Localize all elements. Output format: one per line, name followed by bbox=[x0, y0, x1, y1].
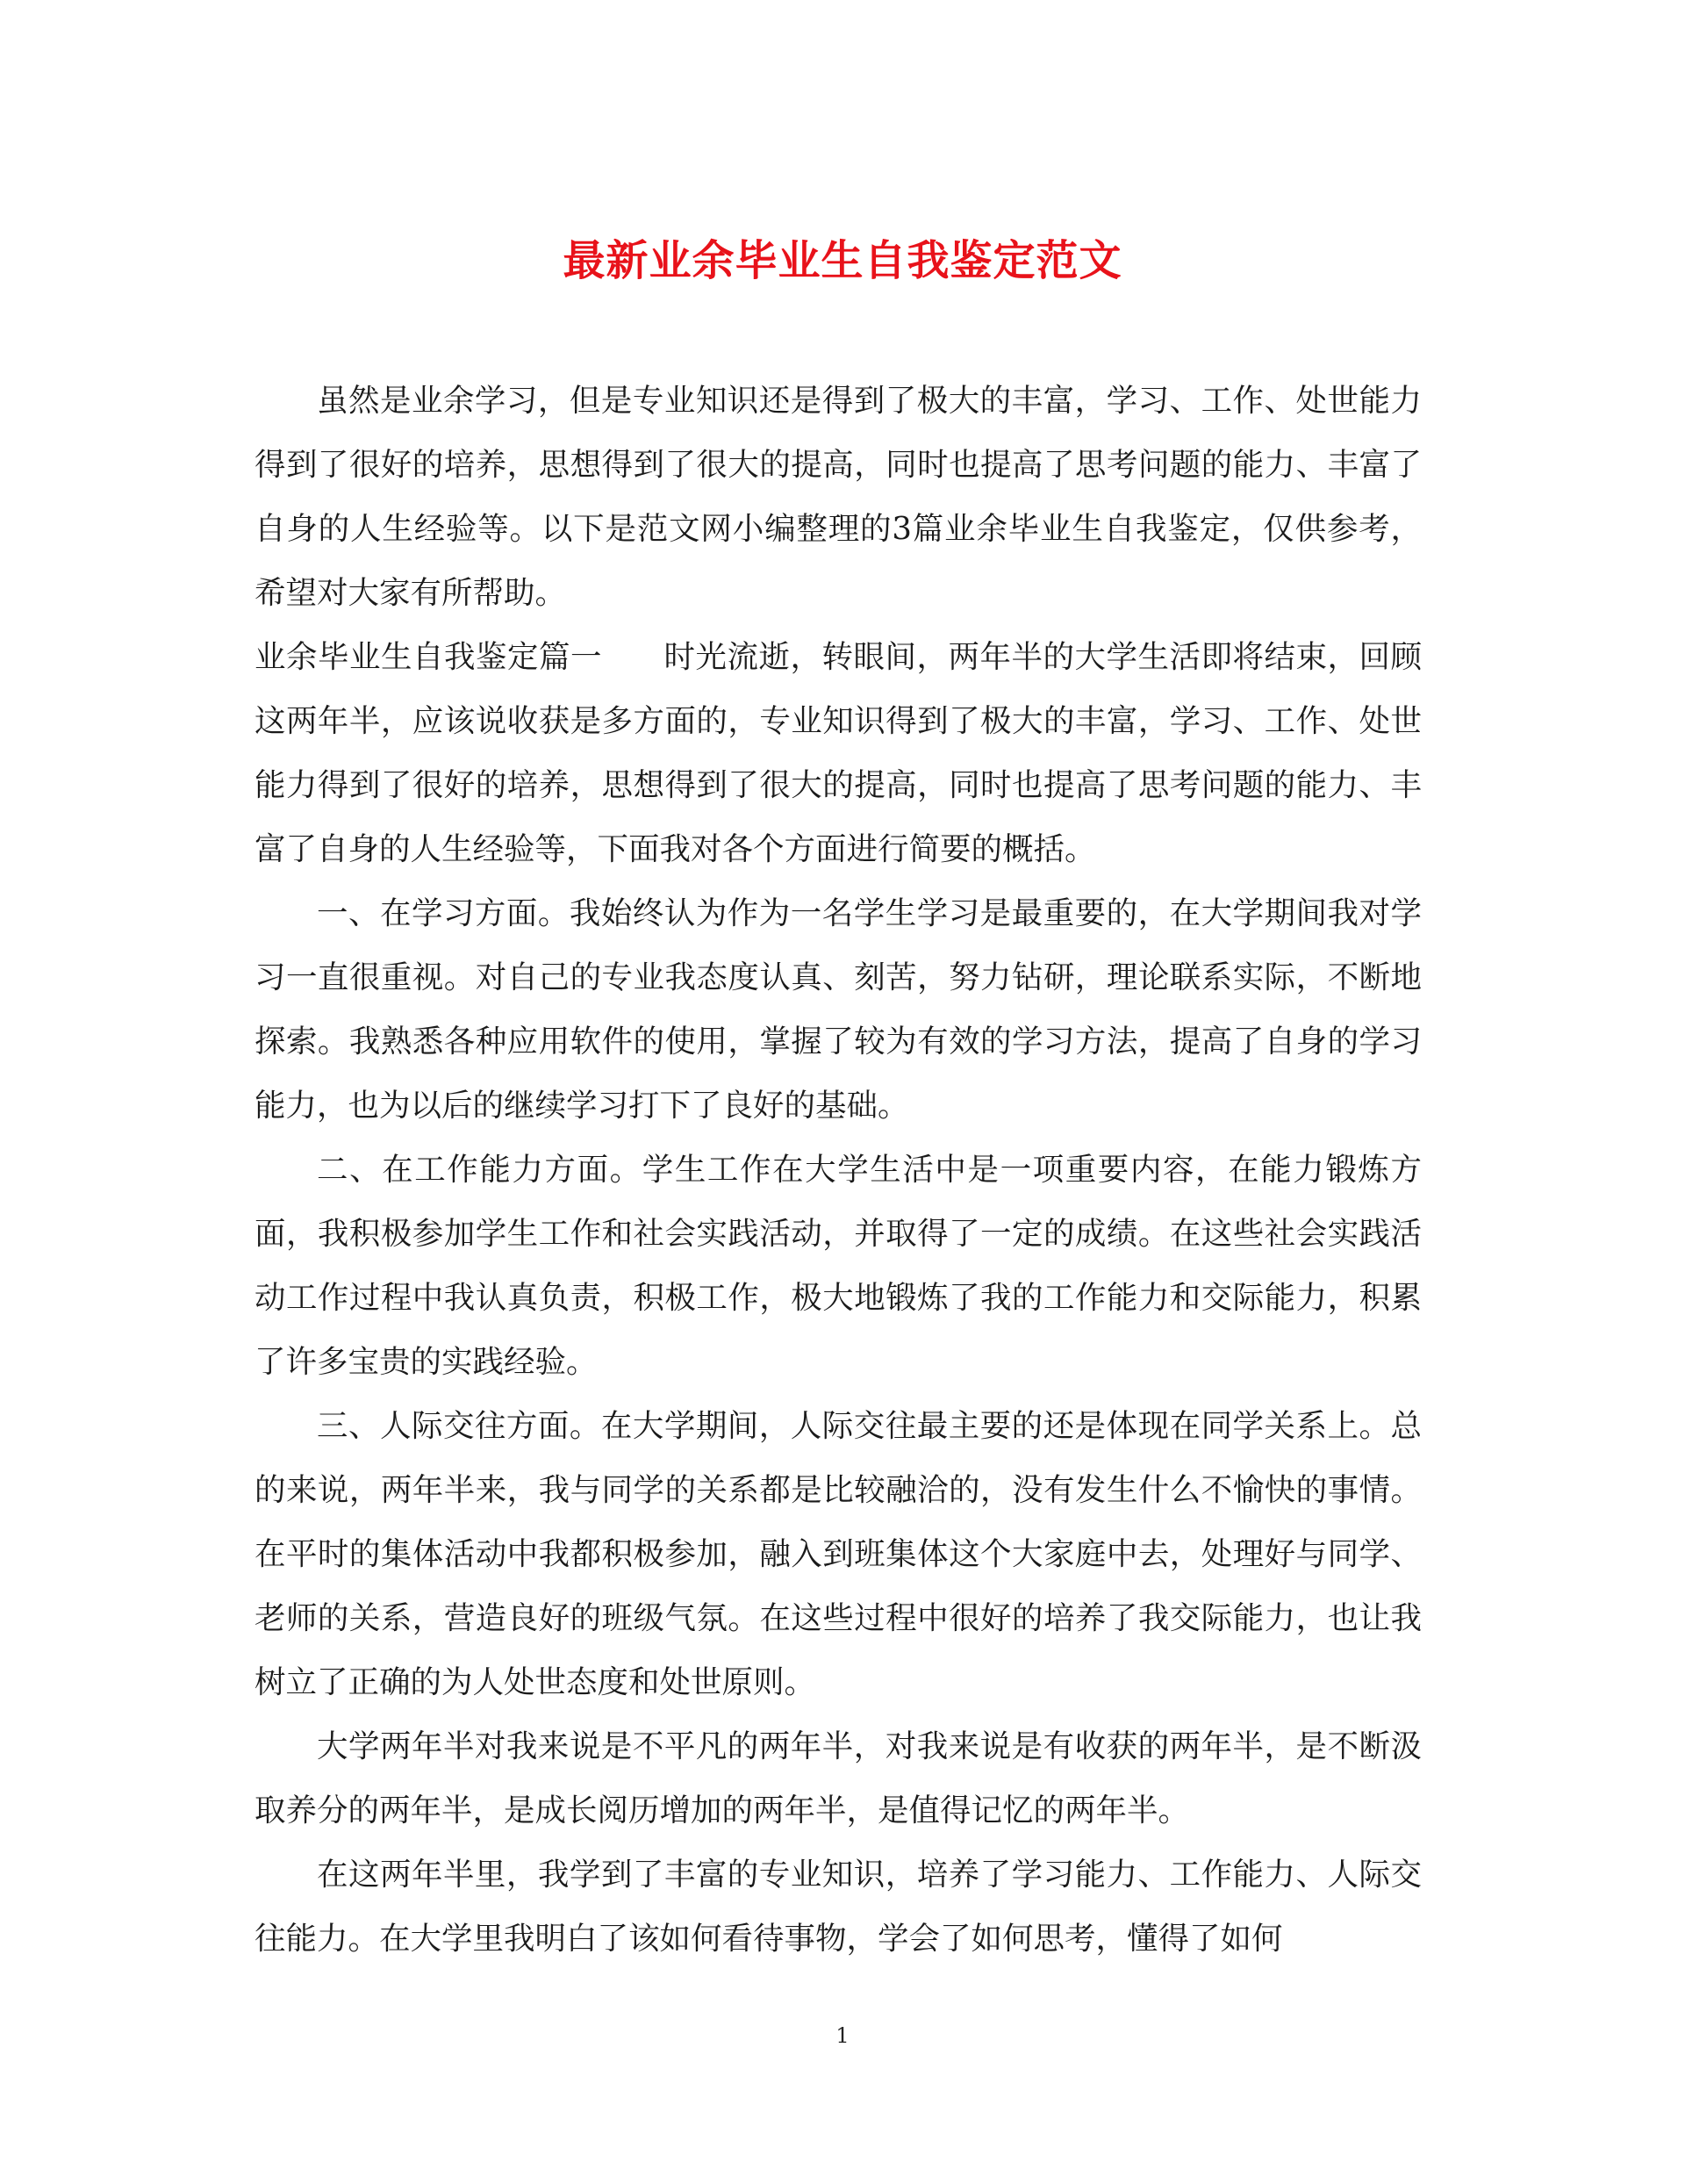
document-title: 最新业余毕业生自我鉴定范文 bbox=[563, 236, 1122, 285]
work-paragraph: 二、在工作能力方面。学生工作在大学生活中是一项重要内容，在能力锻炼方面，我积极参加学生工作和社会实践活动，并取得了一定的成绩。在这些社会实践活动工作过程中我认真负责，积极工作，极大地锻炼了我的工作能力和交际能力，积累了许多宝贵的实践经验。 bbox=[255, 1152, 1422, 1380]
section-heading: 业余毕业生自我鉴定篇一 bbox=[255, 639, 602, 675]
social-paragraph: 三、人际交往方面。在大学期间，人际交往最主要的还是体现在同学关系上。总的来说，两年半来，我与同学的关系都是比较融洽的，没有发生什么不愉快的事情。在平时的集体活动中我都积极参加，融入到班集体这个大家庭中去，处理好与同学、老师的关系，营造良好的班级气氛。在这些过程中很好的培养了我交际能力，也让我树立了正确的为人处世态度和处世原则。 bbox=[255, 1408, 1422, 1700]
study-paragraph: 一、在学习方面。我始终认为作为一名学生学习是最重要的，在大学期间我对学习一直很重视。对自己的专业我态度认真、刻苦，努力钻研，理论联系实际，不断地探索。我熟悉各种应用软件的使用，掌握了较为有效的学习方法，提高了自身的学习能力，也为以后的继续学习打下了良好的基础。 bbox=[255, 895, 1422, 1124]
summary-paragraph: 大学两年半对我来说是不平凡的两年半，对我来说是有收获的两年半，是不断汲取养分的两年半，是成长阅历增加的两年半，是值得记忆的两年半。 bbox=[255, 1728, 1422, 1828]
closing-paragraph: 在这两年半里，我学到了丰富的专业知识，培养了学习能力、工作能力、人际交往能力。在大学里我明白了该如何看待事物，学会了如何思考，懂得了如何 bbox=[255, 1857, 1422, 1957]
section-first-text: 时光流逝，转眼间，两年半的大学生活即将结束，回顾这两年半，应该说收获是多方面的，专业知识得到了极大的丰富，学习、工作、处世能力得到了很好的培养，思想得到了很大的提高，同时也提高了思考问题的能力、丰富了自身的人生经验等，下面我对各个方面进行简要的概括。 bbox=[255, 639, 1422, 867]
intro-paragraph: 虽然是业余学习，但是专业知识还是得到了极大的丰富，学习、工作、处世能力得到了很好的培养，思想得到了很大的提高，同时也提高了思考问题的能力、丰富了自身的人生经验等。以下是范文网小编整理的3篇业余毕业生自我鉴定，仅供参考，希望对大家有所帮助。 bbox=[255, 383, 1422, 611]
document-body bbox=[255, 369, 1422, 1971]
section-paragraph bbox=[255, 625, 1422, 881]
page-number: 1 bbox=[835, 2023, 850, 2048]
